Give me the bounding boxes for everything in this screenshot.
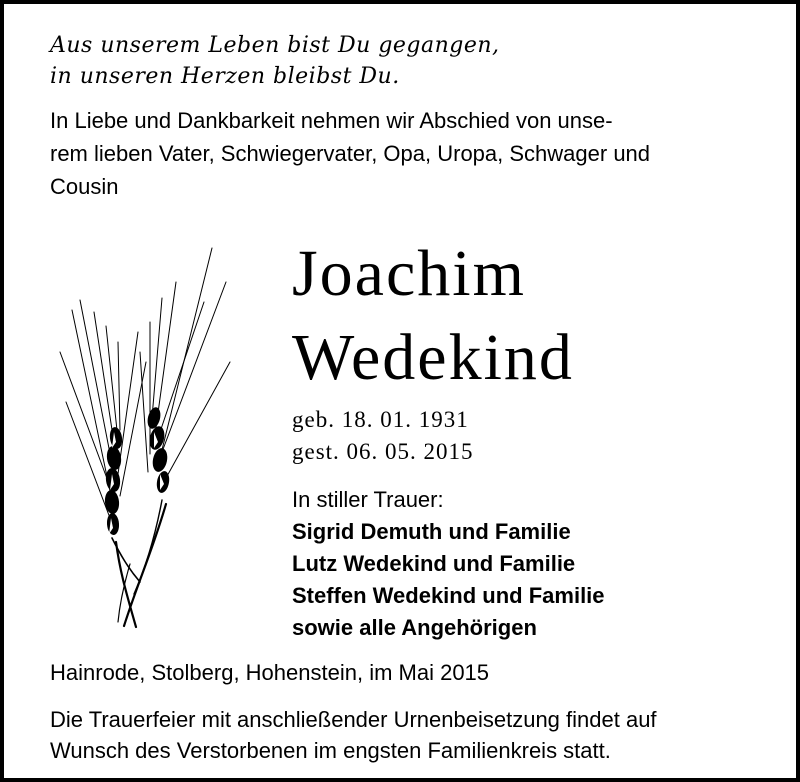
first-name: Joachim [292,237,526,310]
mourners-block [292,484,605,644]
mourners-heading: In stiller Trauer: [292,487,444,512]
life-dates [292,404,474,468]
place-date: Hainrode, Stolberg, Hohenstein, im Mai 2015 [50,660,490,685]
mourner-line: sowie alle Angehörigen [292,615,537,640]
motto-line-2: in unseren Herzen bleibst Du. [50,64,400,89]
deceased-name [292,232,574,400]
mourner-line: Lutz Wedekind und Familie [292,551,576,576]
motto [50,30,500,92]
funeral-note: Die Trauerfeier mit anschließender Urnenbeisetzung findet auf Wunsch des Verstorbenen im engsten Familienkreis statt. [50,707,657,763]
wheat-ears-icon [54,242,234,634]
birth-date: geb. 18. 01. 1931 [292,407,469,432]
motto-line-1: Aus unserem Leben bist Du gegangen, [50,33,500,58]
mourner-line: Sigrid Demuth und Familie [292,519,571,544]
last-name: Wedekind [292,321,574,394]
mourner-line: Steffen Wedekind und Familie [292,583,605,608]
intro-text: In Liebe und Dankbarkeit nehmen wir Abschied von unse- rem lieben Vater, Schwiegervater, Opa, Uropa, Schwager und Cousin [50,108,651,199]
death-date: gest. 06. 05. 2015 [292,439,474,464]
